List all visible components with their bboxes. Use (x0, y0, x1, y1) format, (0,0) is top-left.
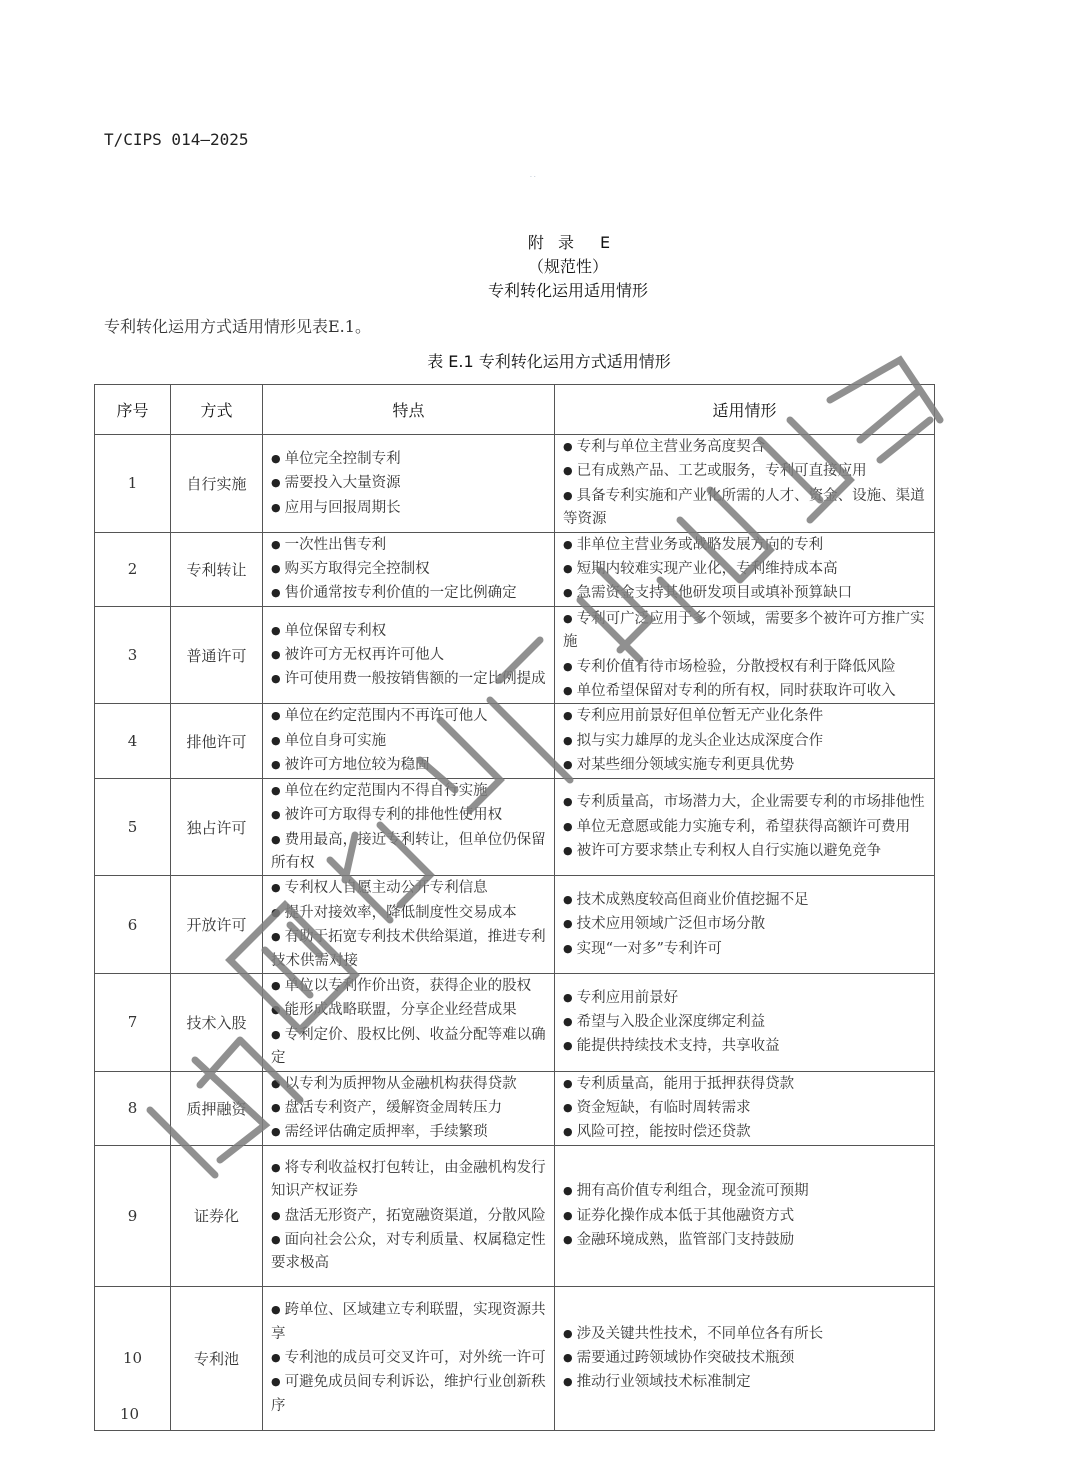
item-text: 专利应用前景好 (576, 989, 679, 1006)
bullet-icon: ● (271, 1076, 281, 1090)
item-text: 金融环境成熟，监管部门支持鼓励 (576, 1231, 795, 1248)
scenario-item (563, 655, 928, 679)
scenario-item (563, 1096, 928, 1120)
table-body (95, 435, 935, 1431)
row-scenarios (555, 1071, 935, 1145)
item-text: 单位以专利作价出资，获得企业的股权 (284, 977, 532, 994)
item-text: 被许可方取得专利的排他性使用权 (284, 807, 503, 824)
feature-item (271, 779, 548, 803)
bullet-icon: ● (563, 795, 573, 809)
item-text: 专利定价、股权比例、收益分配等难以确定 (271, 1026, 546, 1067)
row-index: 7 (95, 973, 171, 1071)
bullet-icon: ● (563, 1125, 573, 1139)
item-text: 费用最高，接近专利转让，但单位仍保留所有权 (271, 831, 546, 871)
item-text: 专利权人自愿主动公开专利信息 (284, 880, 488, 897)
row-scenarios (555, 1145, 935, 1286)
row-index: 3 (95, 606, 171, 704)
bullet-icon: ● (563, 1039, 573, 1053)
item-text: 跨单位、区域建立专利联盟，实现资源共享 (271, 1302, 546, 1342)
feature-item (271, 1096, 548, 1120)
intro-paragraph: 专利转化运用方式适用情形见表E.1。 (104, 317, 371, 336)
table-header-row (95, 385, 935, 435)
bullet-icon: ● (271, 709, 281, 723)
feature-item (271, 471, 548, 495)
item-text: 提升对接效率，降低制度性交易成本 (284, 904, 517, 921)
row-features (263, 1286, 555, 1430)
scenario-item (563, 581, 928, 605)
item-text: 希望与入股企业深度绑定利益 (576, 1014, 766, 1031)
bullet-icon: ● (563, 1232, 573, 1246)
item-text: 能提供持续技术支持，共享收益 (576, 1038, 780, 1055)
item-text: 专利可广泛应用于多个领域，需要多个被许可方推广实施 (563, 610, 925, 651)
bullet-icon: ● (271, 930, 281, 944)
table-row (95, 876, 935, 974)
row-scenarios (555, 704, 935, 778)
bullet-icon: ● (271, 1351, 281, 1365)
scenario-item (563, 839, 928, 863)
feature-item (271, 1204, 548, 1228)
row-method: 开放许可 (171, 876, 263, 974)
bullet-icon: ● (271, 758, 281, 772)
bullet-icon: ● (563, 1326, 573, 1340)
bullet-icon: ● (563, 684, 573, 698)
bullet-icon: ● (271, 1303, 281, 1317)
row-method: 自行实施 (171, 435, 263, 533)
item-text: 专利池的成员可交叉许可，对外统一许可 (284, 1350, 546, 1367)
bullet-icon: ● (563, 611, 573, 625)
item-text: 被许可方地位较为稳固 (284, 757, 430, 774)
bullet-icon: ● (271, 1160, 281, 1174)
appendix-label (0, 231, 1080, 255)
item-text: 对某些细分领域实施专利更具优势 (576, 757, 795, 774)
item-text: 非单位主营业务或战略发展方向的专利 (576, 536, 824, 553)
bullet-icon: ● (563, 1375, 573, 1389)
item-text: 应用与回报周期长 (284, 499, 401, 516)
row-index: 6 (95, 876, 171, 974)
table-row (95, 1145, 935, 1286)
feature-item (271, 1370, 548, 1418)
bullet-icon: ● (563, 941, 573, 955)
header-scenarios: 适用情形 (555, 385, 935, 435)
row-index: 10 (95, 1286, 171, 1430)
scenario-item (563, 1346, 928, 1370)
scenario-item (563, 986, 928, 1010)
feature-item (271, 1228, 548, 1276)
header-features: 特点 (263, 385, 555, 435)
row-method: 专利池 (171, 1286, 263, 1430)
feature-item (271, 828, 548, 876)
bullet-icon: ● (563, 1208, 573, 1222)
item-text: 面向社会公众，对专利质量、权属稳定性要求极高 (271, 1231, 546, 1272)
item-text: 专利应用前景好但单位暂无产业化条件 (576, 708, 824, 725)
bullet-icon: ● (563, 440, 573, 453)
item-text: 拟与实力雄厚的龙头企业达成深度合作 (576, 732, 824, 749)
item-text: 拥有高价值专利组合，现金流可预期 (576, 1183, 809, 1200)
item-text: 需要投入大量资源 (284, 475, 401, 492)
bullet-icon: ● (563, 1015, 573, 1029)
item-text: 被许可方要求禁止专利权人自行实施以避免竞争 (576, 843, 882, 860)
feature-item (271, 1072, 548, 1096)
bullet-icon: ● (563, 586, 573, 600)
bullet-icon: ● (563, 819, 573, 833)
row-index: 8 (95, 1071, 171, 1145)
feature-item (271, 557, 548, 581)
row-index: 5 (95, 778, 171, 876)
bullet-icon: ● (563, 488, 573, 502)
item-text: 单位希望保留对专利的所有权，同时获取许可收入 (576, 683, 896, 700)
row-method: 专利转让 (171, 532, 263, 606)
appendix-letter: E (599, 233, 613, 252)
feature-item (271, 974, 548, 998)
bullet-icon: ● (563, 562, 573, 576)
scenario-item (563, 557, 928, 581)
bullet-icon: ● (271, 1232, 281, 1246)
row-features (263, 1145, 555, 1286)
item-text: 需经评估确定质押率，手续繁琐 (284, 1124, 488, 1141)
item-text: 单位保留专利权 (284, 622, 387, 639)
bullet-icon: ● (271, 1003, 281, 1017)
row-features (263, 704, 555, 778)
scenario-item (563, 435, 928, 459)
bullet-icon: ● (563, 844, 573, 858)
appendix-word: 附 (527, 233, 546, 252)
item-text: 单位在约定范围内不再许可他人 (284, 708, 488, 725)
bullet-icon: ● (563, 893, 573, 907)
table-row (95, 606, 935, 704)
row-features (263, 876, 555, 974)
item-text: 单位在约定范围内不得自行实施 (284, 782, 488, 799)
bullet-icon: ● (271, 1375, 281, 1389)
bullet-icon: ● (271, 978, 281, 992)
bullet-icon: ● (563, 1100, 573, 1114)
scenario-item (563, 753, 928, 777)
appendix-heading (0, 231, 1080, 303)
feature-item (271, 925, 548, 973)
scenario-item (563, 679, 928, 703)
feature-item (271, 581, 548, 605)
row-scenarios (555, 778, 935, 876)
bullet-icon: ● (271, 476, 281, 490)
bullet-icon: ● (271, 623, 281, 637)
item-text: 技术应用领域广泛但市场分散 (576, 916, 766, 933)
item-text: 盘活专利资产，缓解资金周转压力 (284, 1099, 503, 1116)
feature-item (271, 704, 548, 728)
bullet-icon: ● (563, 464, 573, 478)
applicability-table (94, 384, 935, 1431)
feature-item (271, 803, 548, 827)
item-text: 盘活无形资产，拓宽融资渠道，分散风险 (284, 1207, 546, 1224)
item-text: 短期内较难实现产业化，专利维持成本高 (576, 561, 838, 578)
item-text: 能形成战略联盟，分享企业经营成果 (284, 1002, 517, 1019)
bullet-icon: ● (271, 647, 281, 661)
row-index: 2 (95, 532, 171, 606)
item-text: 将专利收益权打包转让，由金融机构发行知识产权证券 (271, 1159, 546, 1200)
bullet-icon: ● (271, 808, 281, 822)
row-features (263, 606, 555, 704)
row-features (263, 1071, 555, 1145)
item-text: 单位无意愿或能力实施专利，希望获得高额许可费用 (576, 818, 911, 835)
bullet-icon: ● (271, 881, 281, 895)
bullet-icon: ● (271, 500, 281, 514)
table-row (95, 704, 935, 778)
bullet-icon: ● (563, 1184, 573, 1198)
scenario-item (563, 937, 928, 961)
row-features (263, 435, 555, 533)
feature-item (271, 998, 548, 1022)
row-scenarios (555, 973, 935, 1071)
bullet-icon: ● (271, 1027, 281, 1041)
row-method: 普通许可 (171, 606, 263, 704)
bullet-icon: ● (563, 1076, 573, 1090)
scenario-item (563, 1010, 928, 1034)
row-scenarios (555, 1286, 935, 1430)
scenario-item (563, 790, 928, 814)
item-text: 一次性出售专利 (284, 536, 387, 553)
item-text: 被许可方无权再许可他人 (284, 646, 445, 663)
item-text: 风险可控，能按时偿还贷款 (576, 1124, 751, 1141)
bullet-icon: ● (271, 1125, 281, 1139)
row-method: 证券化 (171, 1145, 263, 1286)
bullet-icon: ● (271, 832, 281, 846)
scenario-item (563, 484, 928, 532)
item-text: 技术成熟度较高但商业价值挖掘不足 (576, 892, 809, 909)
feature-item (271, 496, 548, 520)
bullet-icon: ● (271, 905, 281, 919)
table-row (95, 778, 935, 876)
item-text: 实现“一对多”专利许可 (576, 940, 722, 957)
bullet-icon: ● (563, 659, 573, 673)
feature-item (271, 1156, 548, 1204)
item-text: 许可使用费一般按销售额的一定比例提成 (284, 671, 546, 688)
feature-item (271, 753, 548, 777)
item-text: 专利质量高，能用于抵押获得贷款 (576, 1075, 795, 1092)
scenario-item (563, 1322, 928, 1346)
feature-item (271, 901, 548, 925)
scenario-item (563, 912, 928, 936)
row-scenarios (555, 606, 935, 704)
scenario-item (563, 888, 928, 912)
scenario-item (563, 1204, 928, 1228)
bullet-icon: ● (271, 733, 281, 747)
item-text: 已有成熟产品、工艺或服务，专利可直接应用 (576, 463, 867, 480)
bullet-icon: ● (563, 1351, 573, 1365)
row-index: 9 (95, 1145, 171, 1286)
bullet-icon: ● (271, 672, 281, 686)
table-row (95, 532, 935, 606)
feature-item (271, 876, 548, 900)
table-row (95, 1071, 935, 1145)
feature-item (271, 1023, 548, 1071)
row-method: 质押融资 (171, 1071, 263, 1145)
scenario-item (563, 1370, 928, 1394)
row-scenarios (555, 435, 935, 533)
row-features (263, 532, 555, 606)
feature-item (271, 1120, 548, 1144)
item-text: 专利与单位主营业务高度契合 (576, 439, 766, 455)
row-features (263, 973, 555, 1071)
feature-item (271, 1346, 548, 1370)
row-scenarios (555, 532, 935, 606)
item-text: 购买方取得完全控制权 (284, 561, 430, 578)
bullet-icon: ● (563, 733, 573, 747)
bullet-icon: ● (271, 586, 281, 600)
item-text: 需要通过跨领域协作突破技术瓶颈 (576, 1350, 795, 1367)
bullet-icon: ● (271, 562, 281, 576)
table-caption: 表 E.1 专利转化运用方式适用情形 (427, 352, 671, 371)
appendix-type: （规范性） (527, 257, 608, 276)
bullet-icon: ● (271, 1208, 281, 1222)
feature-item (271, 667, 548, 691)
item-text: 专利价值有待市场检验，分散授权有利于降低风险 (576, 658, 896, 675)
page-number: 10 (120, 1405, 140, 1423)
item-text: 专利质量高，市场潜力大，企业需要专利的市场排他性 (576, 794, 925, 811)
row-method: 独占许可 (171, 778, 263, 876)
item-text: 证券化操作成本低于其他融资方式 (576, 1207, 795, 1224)
item-text: 有助于拓宽专利技术供给渠道，推进专利技术供需对接 (271, 929, 546, 969)
item-text: 推动行业领域技术标准制定 (576, 1374, 751, 1391)
scan-artifact: · · (530, 174, 536, 181)
feature-item (271, 619, 548, 643)
item-text: 具备专利实施和产业化所需的人才、资金、设施、渠道等资源 (563, 487, 925, 528)
table-row (95, 1286, 935, 1430)
item-text: 以专利为质押物从金融机构获得贷款 (284, 1075, 517, 1092)
scenario-item (563, 1120, 928, 1144)
feature-item (271, 447, 548, 471)
item-text: 单位完全控制专利 (284, 450, 401, 467)
bullet-icon: ● (563, 709, 573, 723)
header-method: 方式 (171, 385, 263, 435)
scenario-item (563, 607, 928, 655)
feature-item (271, 533, 548, 557)
bullet-icon: ● (271, 783, 281, 797)
bullet-icon: ● (563, 990, 573, 1004)
document-code: T/CIPS 014—2025 (104, 130, 249, 149)
bullet-icon: ● (271, 451, 281, 465)
scenario-item (563, 533, 928, 557)
appendix-word: 录 (557, 233, 576, 252)
item-text: 涉及关键共性技术，不同单位各有所长 (576, 1325, 824, 1342)
bullet-icon: ● (271, 1100, 281, 1114)
feature-item (271, 1298, 548, 1346)
bullet-icon: ● (563, 758, 573, 772)
scenario-item (563, 1228, 928, 1252)
scenario-item (563, 704, 928, 728)
row-index: 4 (95, 704, 171, 778)
scenario-item (563, 459, 928, 483)
row-method: 排他许可 (171, 704, 263, 778)
feature-item (271, 729, 548, 753)
scenario-item (563, 815, 928, 839)
appendix-title: 专利转化运用适用情形 (487, 281, 648, 300)
bullet-icon: ● (563, 917, 573, 931)
table-row (95, 435, 935, 533)
row-features (263, 778, 555, 876)
bullet-icon: ● (563, 537, 573, 551)
scenario-item (563, 729, 928, 753)
header-index: 序号 (95, 385, 171, 435)
row-method: 技术入股 (171, 973, 263, 1071)
item-text: 售价通常按专利价值的一定比例确定 (284, 585, 517, 602)
row-scenarios (555, 876, 935, 974)
item-text: 单位自身可实施 (284, 732, 387, 749)
scenario-item (563, 1179, 928, 1203)
item-text: 可避免成员间专利诉讼，维护行业创新秩序 (271, 1374, 546, 1414)
feature-item (271, 643, 548, 667)
scenario-item (563, 1034, 928, 1058)
table-row (95, 973, 935, 1071)
row-index: 1 (95, 435, 171, 533)
item-text: 急需资金支持其他研发项目或填补预算缺口 (576, 585, 853, 602)
scenario-item (563, 1072, 928, 1096)
bullet-icon: ● (271, 537, 281, 551)
item-text: 资金短缺，有临时周转需求 (576, 1099, 751, 1116)
